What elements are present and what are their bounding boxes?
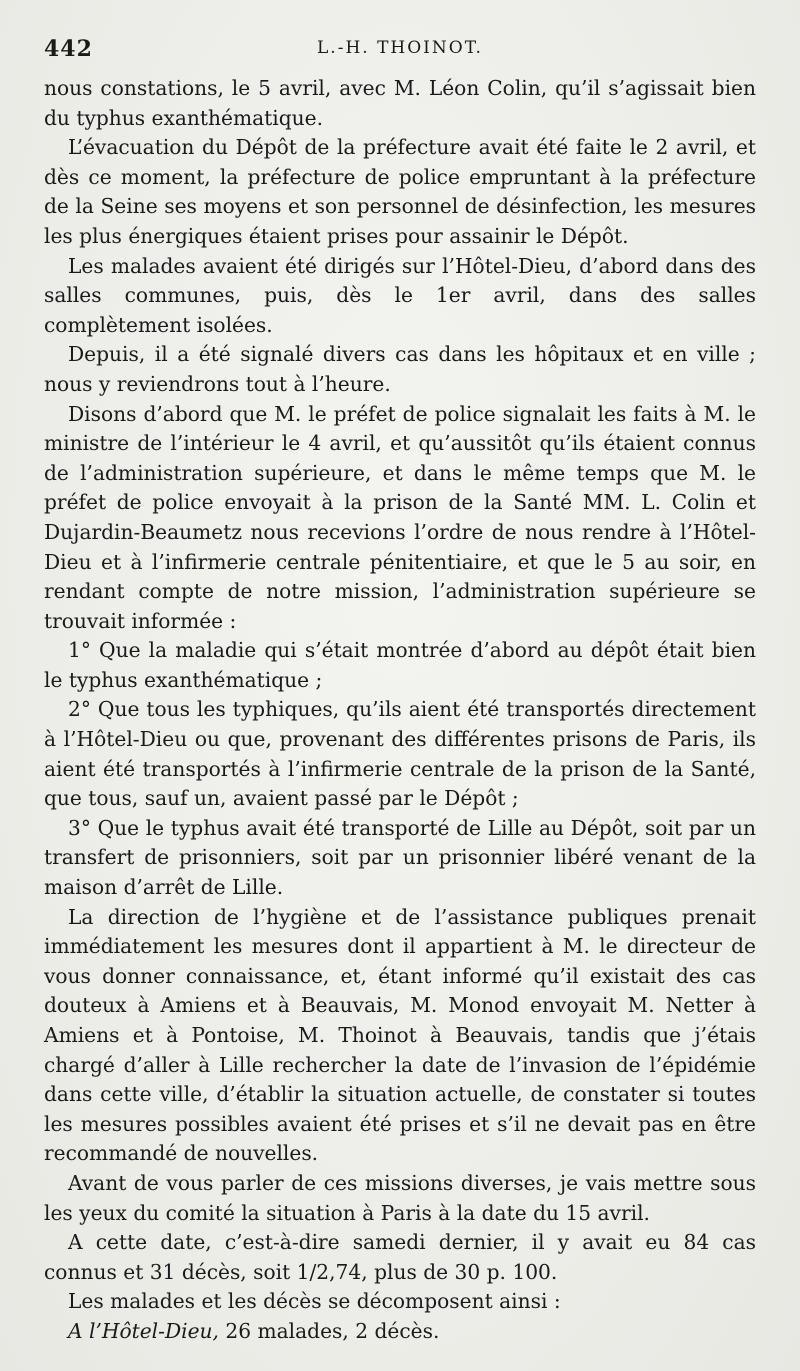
- paragraph: A cette date, c’est-à-dire samedi dernier, il y avait eu 84 cas connus et 31 décès, soit 1/2,74, plus de 30 p. 100.: [44, 1230, 756, 1284]
- list-item: 3° Que le typhus avait été transporté de Lille au Dépôt, soit par un transfert de prisonniers, soit par un prisonnier libéré venant de la maison d’arrêt de Lille.: [44, 815, 756, 900]
- running-head: [44, 28, 756, 68]
- paragraph: Depuis, il a été signalé divers cas dans les hôpitaux et en ville ; nous y reviendrons tout à l’heure.: [44, 342, 756, 396]
- paragraph: Les malades avaient été dirigés sur l’Hôtel-Dieu, d’abord dans des salles communes, puis, dès le 1er avril, dans des salles complètement isolées.: [44, 253, 756, 337]
- list-item: 1° Que la maladie qui s’était montrée d’abord au dépôt était bien le typhus exanthématique ;: [44, 638, 756, 692]
- paragraph: Avant de vous parler de ces missions diverses, je vais mettre sous les yeux du comité la situation à Paris à la date du 15 avril.: [44, 1170, 756, 1225]
- case-counts: 26 malades, 2 décès.: [218, 1318, 440, 1343]
- list-item: 2° Que tous les typhiques, qu’ils aient été transportés directement à l’Hôtel-Dieu ou que, provenant des différentes prisons de Paris, ils aient été transportés à l’infirmerie centrale de la prison de la Santé, que tous, sauf un, avaient passé par le Dépôt ;: [44, 697, 756, 811]
- place-name: A l’Hôtel-Dieu,: [68, 1318, 219, 1343]
- paragraph: Disons d’abord que M. le préfet de police signalait les faits à M. le ministre de l’intérieur le 4 avril, et qu’aussitôt qu’ils étaient connus de l’administration supérieure, et dans le même temps que M. le préfet de police envoyait à la prison de la Santé MM. L. Colin et Dujardin-Beaumetz nous recevions l’ordre de nous rendre à l’Hôtel-Dieu et à l’infirmerie centrale pénitentiaire, et que le 5 au soir, en rendant compte de notre mission, l’administration supérieure se trouvait informée :: [44, 401, 756, 633]
- paragraph: nous constations, le 5 avril, avec M. Léon Colin, qu’il s’agissait bien du typhus exanthématique.: [44, 76, 756, 130]
- paragraph: La direction de l’hygiène et de l’assistance publiques prenait immédiatement les mesures dont il appartient à M. le directeur de vous donner connaissance, et, étant informé qu’il existait des cas douteux à Amiens et à Beauvais, M. Monod envoyait M. Netter à Amiens et à Pontoise, M. Thoinot à Beauvais, tandis que j’étais chargé d’aller à Lille rechercher la date de l’invasion de l’épidémie dans cette ville, d’établir la situation actuelle, de constater si toutes les mesures possibles avaient été prises et s’il ne devait pas en être recommandé de nouvelles.: [44, 904, 756, 1166]
- page-number: 442: [44, 36, 93, 62]
- body-text: [44, 74, 756, 1347]
- last-line: [44, 1317, 756, 1347]
- running-title: L.-H. THOINOT.: [317, 38, 483, 58]
- paragraph: L’évacuation du Dépôt de la préfecture avait été faite le 2 avril, et dès ce moment, la préfecture de police empruntant à la préfecture de la Seine ses moyens et son personnel de désinfection, les mesures les plus énergiques étaient prises pour assainir le Dépôt.: [44, 135, 756, 248]
- paragraph: Les malades et les décès se décomposent ainsi :: [68, 1289, 561, 1314]
